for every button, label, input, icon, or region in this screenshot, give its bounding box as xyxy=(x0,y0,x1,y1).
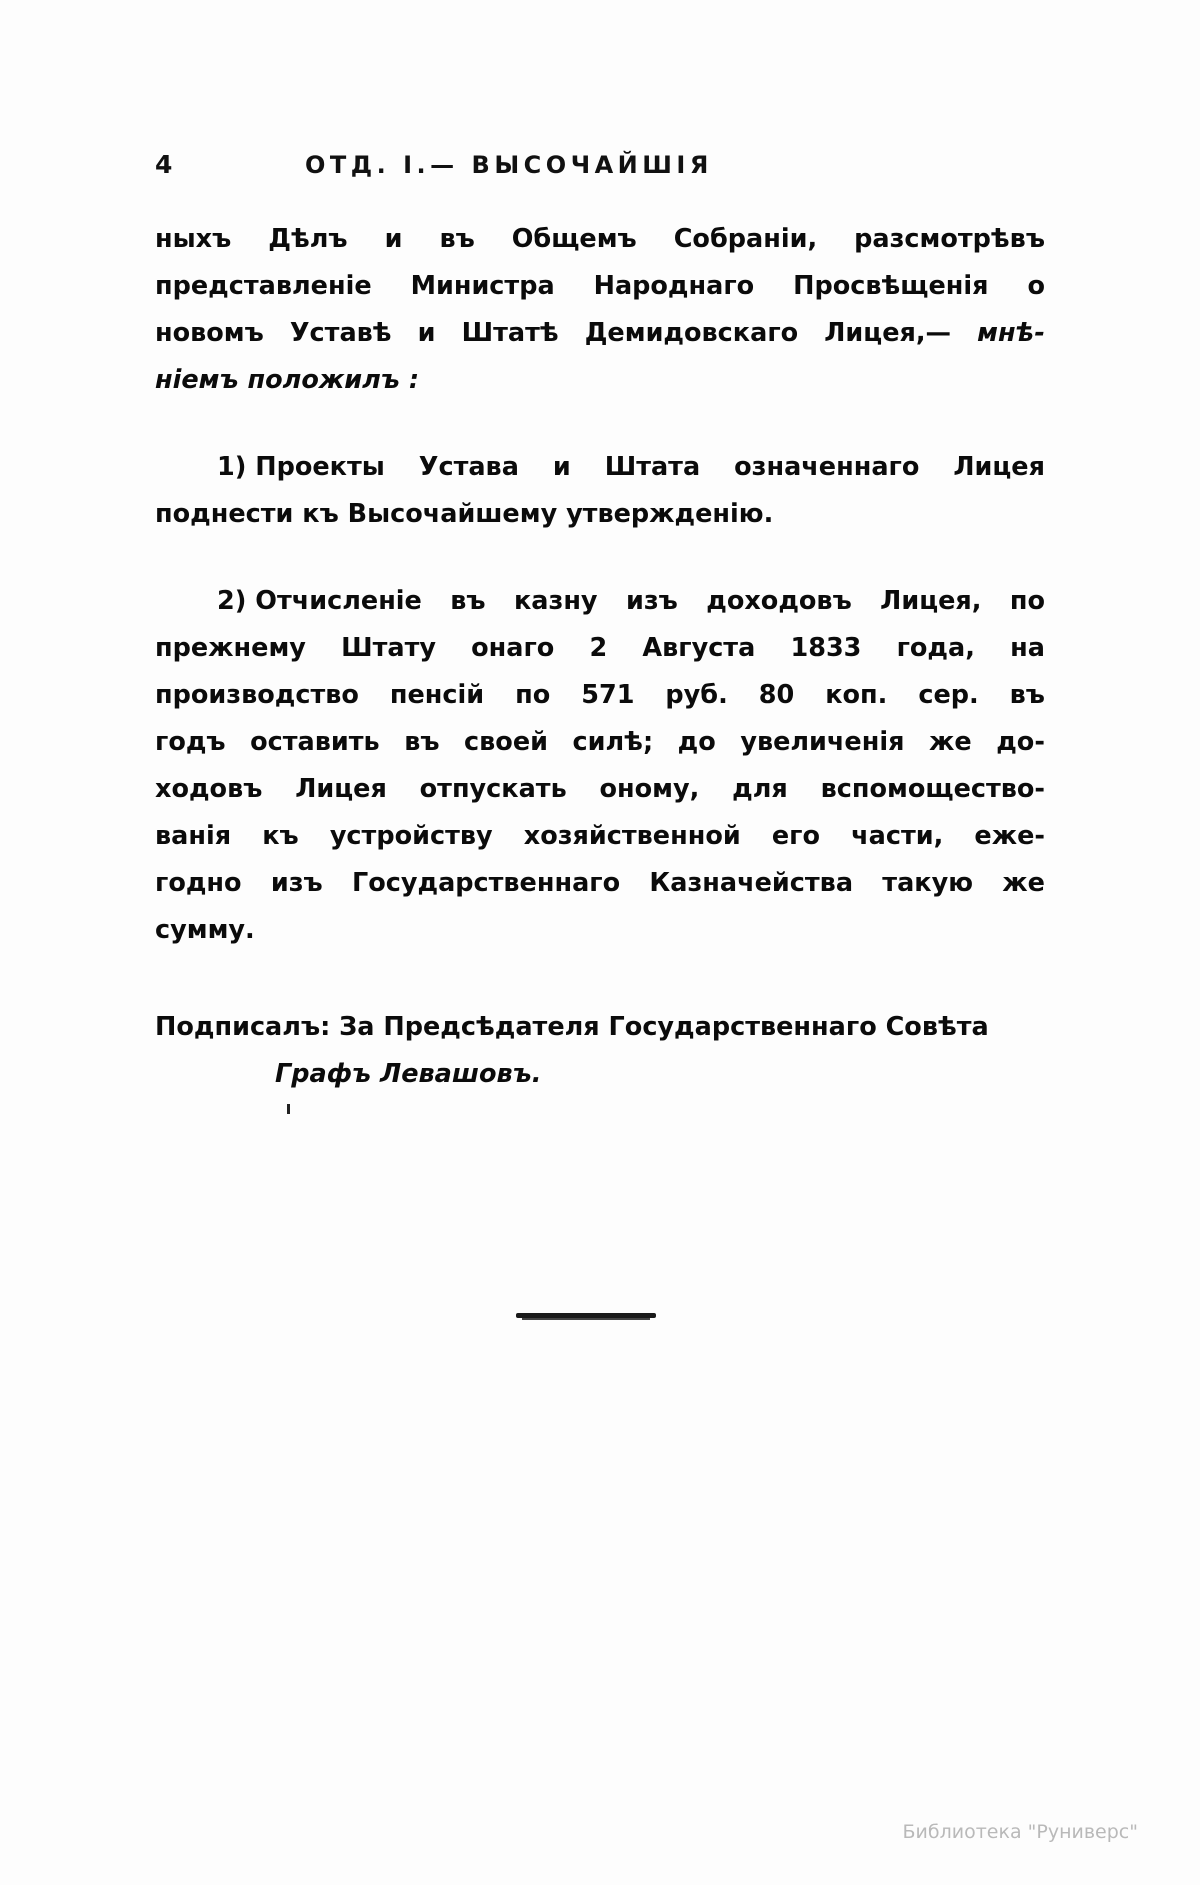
text-line: годно изъ Государственнаго Казначейства такую же xyxy=(155,868,1045,898)
signatory-name: Графъ Левашовъ. xyxy=(275,1059,542,1089)
paragraph-continuation xyxy=(155,216,1045,404)
ink-mark xyxy=(287,1104,290,1114)
text-line: 2) Отчисленіе въ казну изъ доходовъ Лицея, по xyxy=(217,586,1045,616)
section-divider-ornament xyxy=(516,1313,656,1318)
text-line: ходовъ Лицея отпускать оному, для вспомощество- xyxy=(155,774,1045,804)
page-number: 4 xyxy=(155,150,173,179)
text-line: ванія къ устройству хозяйственной его части, еже- xyxy=(155,821,1045,851)
text-line: сумму. xyxy=(155,915,255,945)
text-line: ныхъ Дѣлъ и въ Общемъ Собраніи, разсмотрѣвъ xyxy=(155,224,1045,254)
text-line: представленіе Министра Народнаго Просвѣщенія о xyxy=(155,271,1045,301)
text-line: ніемъ положилъ : xyxy=(155,365,420,395)
text-line: поднести къ Высочайшему утвержденію. xyxy=(155,499,774,529)
running-head xyxy=(155,150,1045,194)
running-title: ОТД. I.— ВЫСОЧАЙШІЯ xyxy=(305,151,713,179)
text-line: производство пенсій по 571 руб. 80 коп. сер. въ xyxy=(155,680,1045,710)
numbered-item-1 xyxy=(155,444,1045,538)
numbered-item-2 xyxy=(155,578,1045,954)
library-watermark: Библиотека "Руниверс" xyxy=(902,1821,1138,1843)
signature-block xyxy=(155,1004,1045,1114)
text-line: новомъ Уставѣ и Штатѣ Демидовскаго Лицея,— мнѣ- xyxy=(155,318,1045,348)
text-line: 1) Проекты Устава и Штата означеннаго Лицея xyxy=(217,452,1045,482)
text-line: годъ оставить въ своей силѣ; до увеличенія же до- xyxy=(155,727,1045,757)
signature-line: Подписалъ: За Предсѣдателя Государственнаго Совѣта xyxy=(155,1012,989,1042)
text-line: прежнему Штату онаго 2 Августа 1833 года, на xyxy=(155,633,1045,663)
page-content xyxy=(155,150,1045,1114)
